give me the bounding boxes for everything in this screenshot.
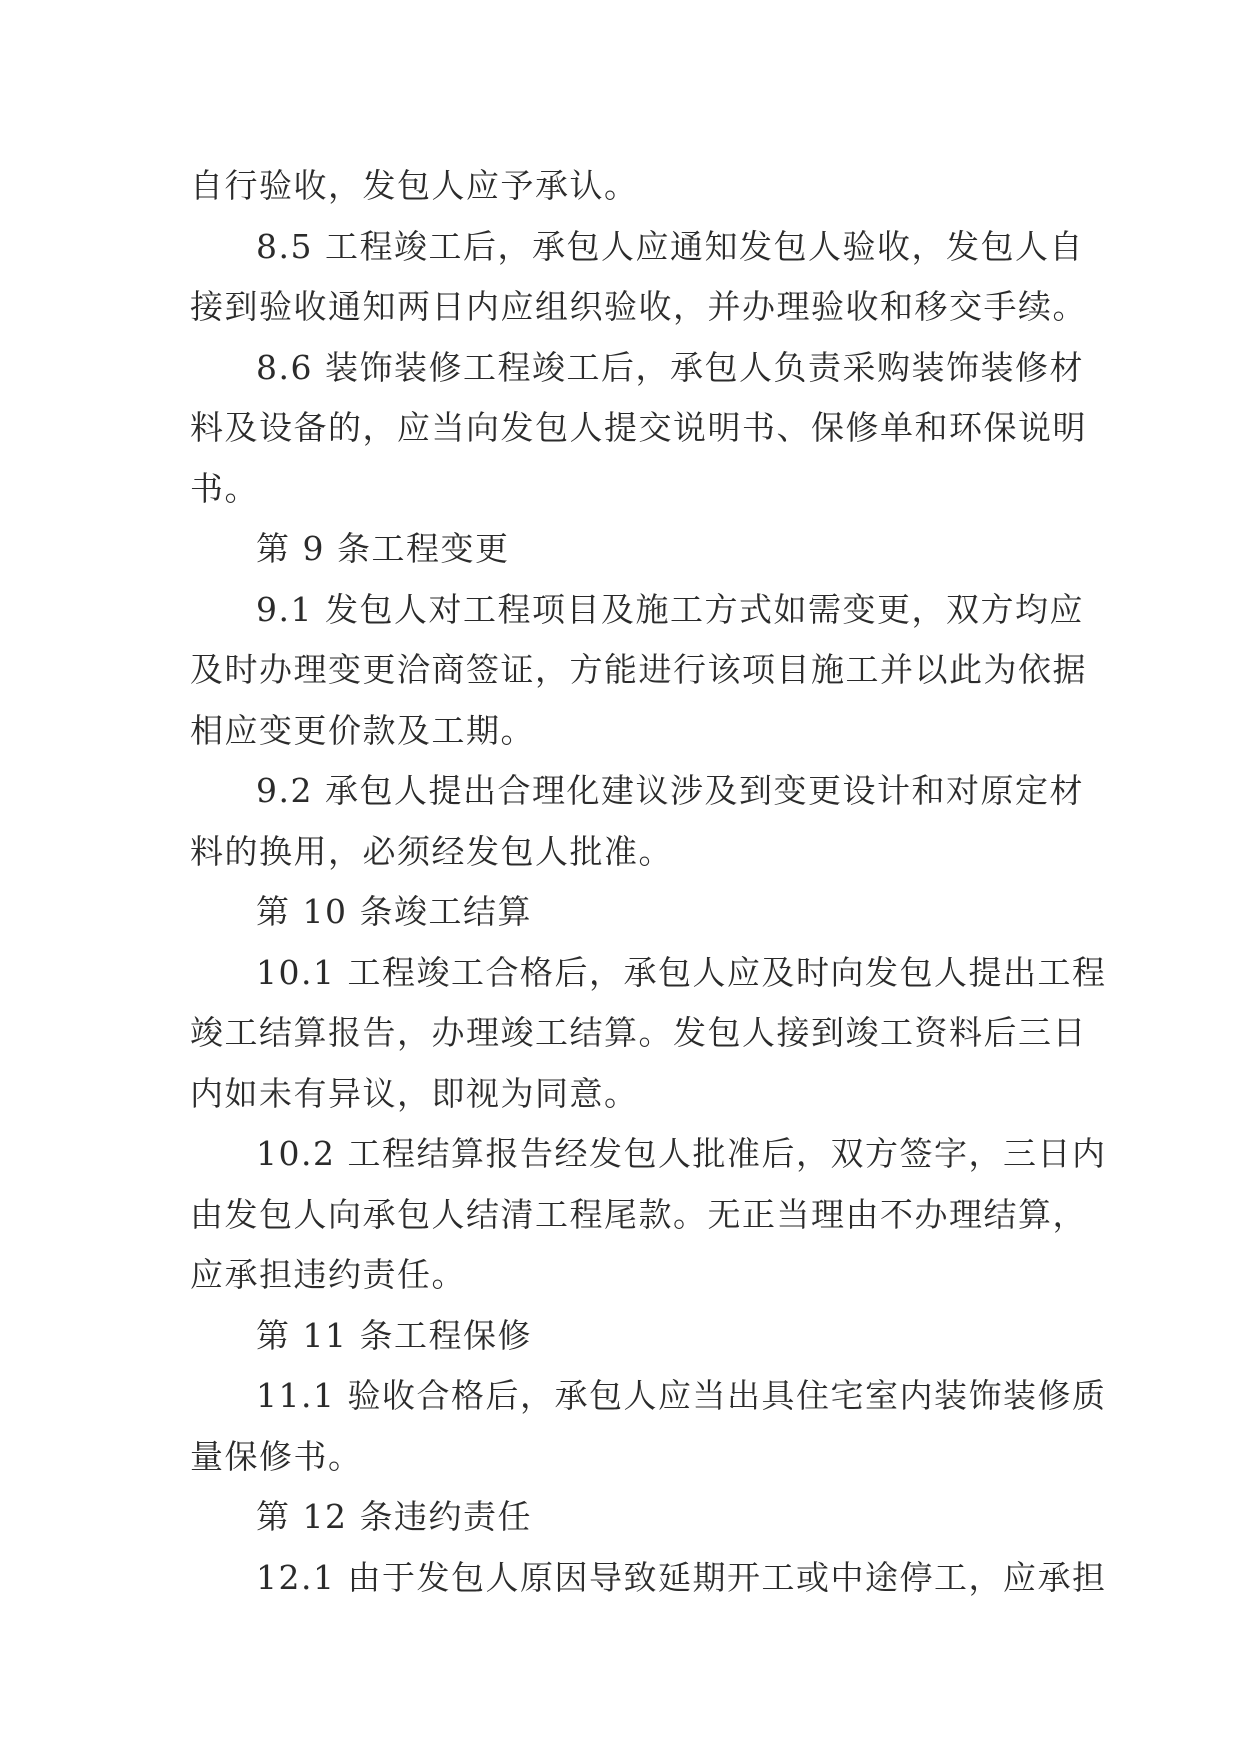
- text-line: 料的换用，必须经发包人批准。: [190, 831, 673, 871]
- text-line: 及时办理变更洽商签证，方能进行该项目施工并以此为依据: [190, 650, 1087, 689]
- text-line: 内如未有异议，即视为同意。: [190, 1073, 639, 1113]
- clause-12-1-line: 12.1 由于发包人原因导致延期开工或中途停工，应承担: [256, 1557, 1107, 1597]
- clause-10-2-line: 10.2 工程结算报告经发包人批准后，双方签字，三日内: [256, 1134, 1107, 1173]
- text-line: 书。: [190, 468, 259, 508]
- text-line: 应承担违约责任。: [190, 1255, 466, 1294]
- article-12-heading: 第 12 条违约责任: [256, 1497, 532, 1536]
- text-line: 由发包人向承包人结清工程尾款。无正当理由不办理结算，: [190, 1194, 1087, 1234]
- clause-8-6-line: 8.6 装饰装修工程竣工后，承包人负责采购装饰装修材: [256, 347, 1084, 387]
- clause-11-1-line: 11.1 验收合格后，承包人应当出具住宅室内装饰装修质: [256, 1376, 1107, 1415]
- article-11-heading: 第 11 条工程保修: [256, 1315, 532, 1355]
- text-line: 竣工结算报告，办理竣工结算。发包人接到竣工资料后三日: [190, 1013, 1087, 1052]
- clause-9-1-line: 9.1 发包人对工程项目及施工方式如需变更，双方均应: [256, 589, 1084, 629]
- article-9-heading: 第 9 条工程变更: [256, 529, 510, 568]
- clause-8-5-line: 8.5 工程竣工后，承包人应通知发包人验收，发包人自: [256, 226, 1084, 266]
- text-line: 相应变更价款及工期。: [190, 710, 535, 750]
- document-body: [190, 156, 1107, 1608]
- clause-10-1-line: 10.1 工程竣工合格后，承包人应及时向发包人提出工程: [256, 952, 1107, 992]
- text-line: 接到验收通知两日内应组织验收，并办理验收和移交手续。: [190, 287, 1087, 326]
- text-line: 自行验收，发包人应予承认。: [190, 166, 639, 205]
- text-line: 量保修书。: [190, 1436, 363, 1476]
- article-10-heading: 第 10 条竣工结算: [256, 892, 532, 931]
- text-line: 料及设备的，应当向发包人提交说明书、保修单和环保说明: [190, 408, 1087, 447]
- clause-9-2-line: 9.2 承包人提出合理化建议涉及到变更设计和对原定材: [256, 771, 1084, 810]
